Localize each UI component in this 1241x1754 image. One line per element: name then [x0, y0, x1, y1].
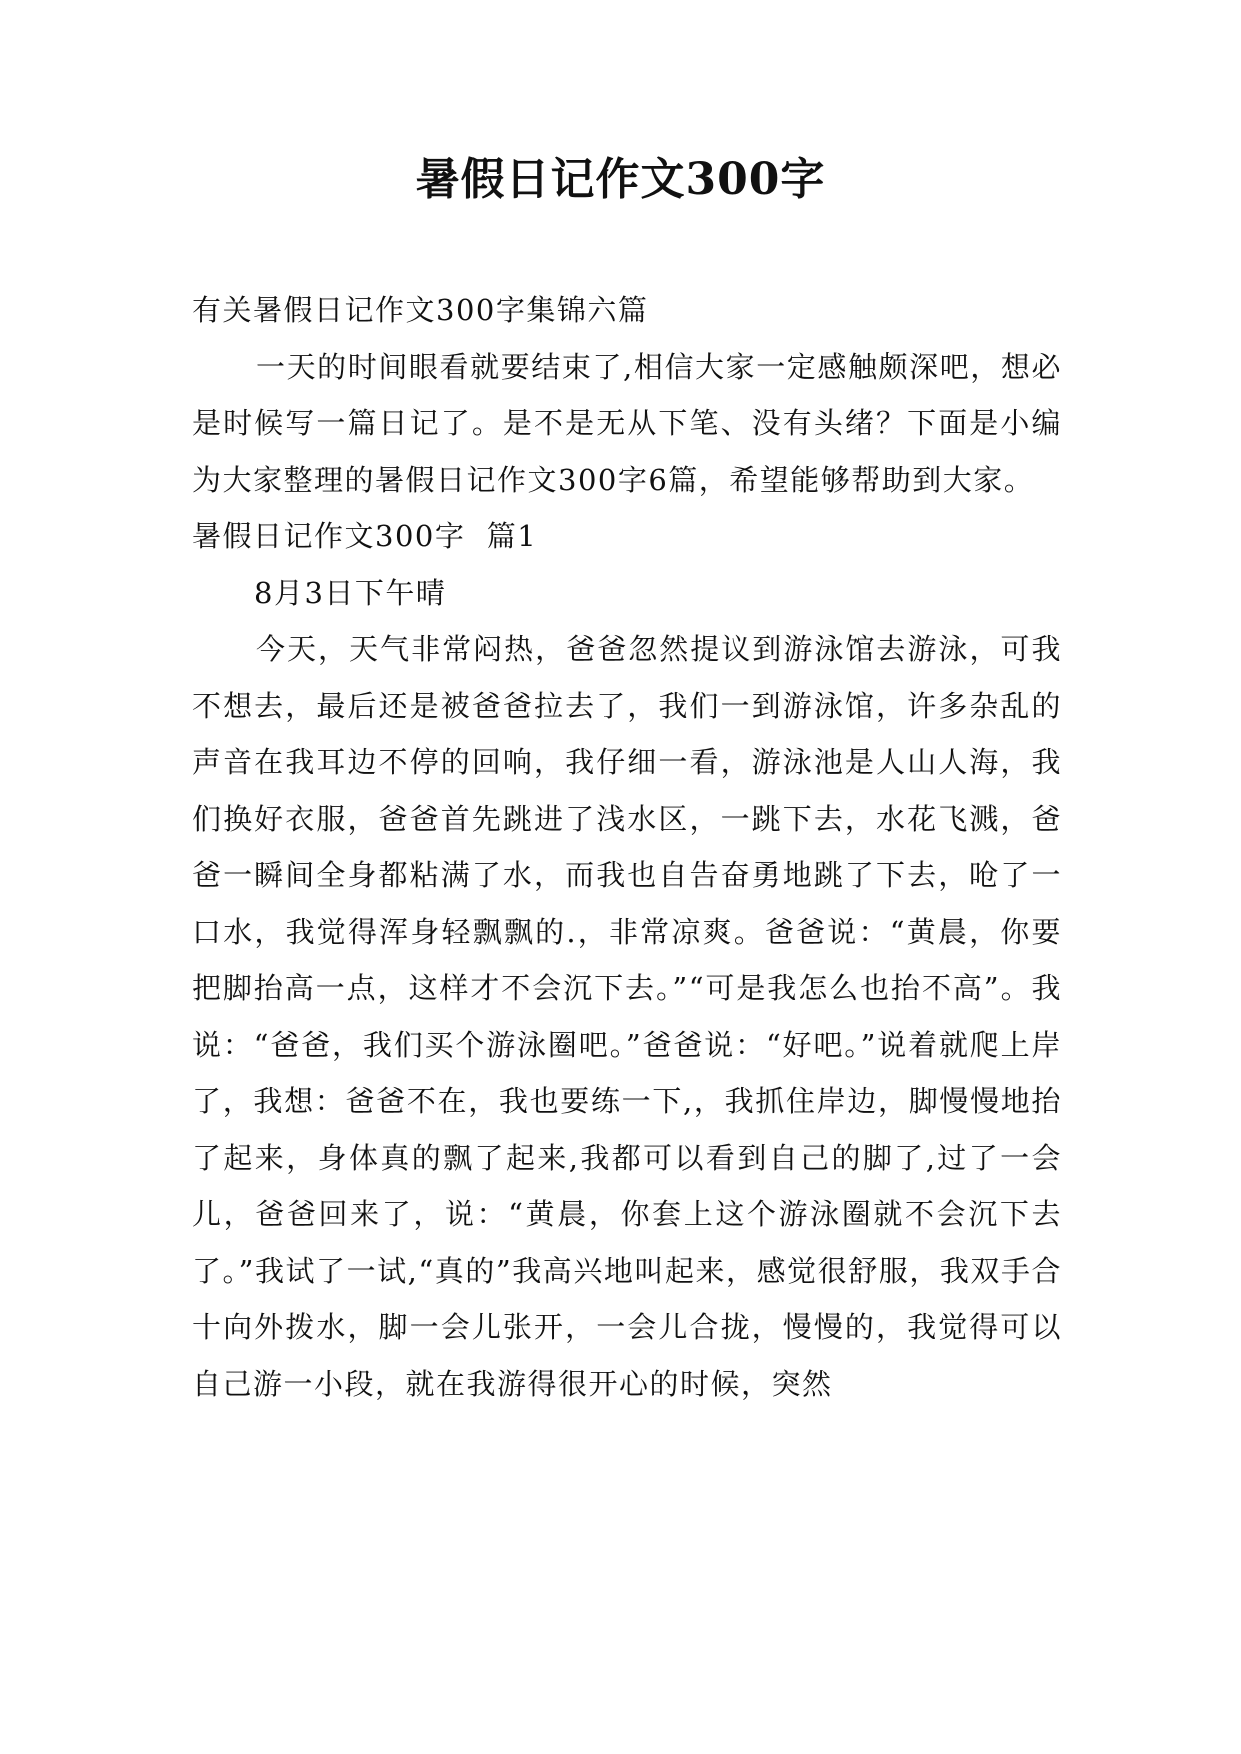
date-line: 8月3日下午晴 [254, 575, 447, 610]
section-heading: 暑假日记作文300字 篇1 [192, 519, 538, 553]
body-paragraph: 今天，天气非常闷热，爸爸忽然提议到游泳馆去游泳，可我不想去，最后还是被爸爸拉去了，我们一到游泳馆，许多杂乱的声音在我耳边不停的回响，我仔细一看，游泳池是人山人海，我们换好衣服，爸爸首先跳进了浅水区，一跳下去，水花飞溅，爸爸一瞬间全身都粘满了水，而我也自告奋勇地跳了下去，呛了一口水，我觉得浑身轻飘飘的.，非常凉爽。爸爸说：“黄晨，你要把脚抬高一点，这样才不会沉下去。”“可是我怎么也抬不高”。我说：“爸爸，我们买个游泳圈吧。”爸爸说：“好吧。”说着就爬上岸了，我想：爸爸不在，我也要练一下,，我抓住岸边，脚慢慢地抬了起来，身体真的飘了起来,我都可以看到自己的脚了,过了一会儿，爸爸回来了，说：“黄晨，你套上这个游泳圈就不会沉下去了。”我试了一试,“真的”我高兴地叫起来，感觉很舒服，我双手合十向外拨水，脚一会儿张开，一会儿合拢，慢慢的，我觉得可以自己游一小段，就在我游得很开心的时候，突然 [192, 632, 1062, 1401]
document-subtitle: 有关暑假日记作文300字集锦六篇 [192, 293, 649, 327]
document-title: 暑假日记作文300字 [415, 154, 826, 205]
intro-paragraph: 一天的时间眼看就要结束了,相信大家一定感触颇深吧，想必是时候写一篇日记了。是不是无从下笔、没有头绪？下面是小编为大家整理的暑假日记作文300字6篇，希望能够帮助到大家。 [192, 349, 1062, 497]
document-body [192, 282, 1062, 1412]
